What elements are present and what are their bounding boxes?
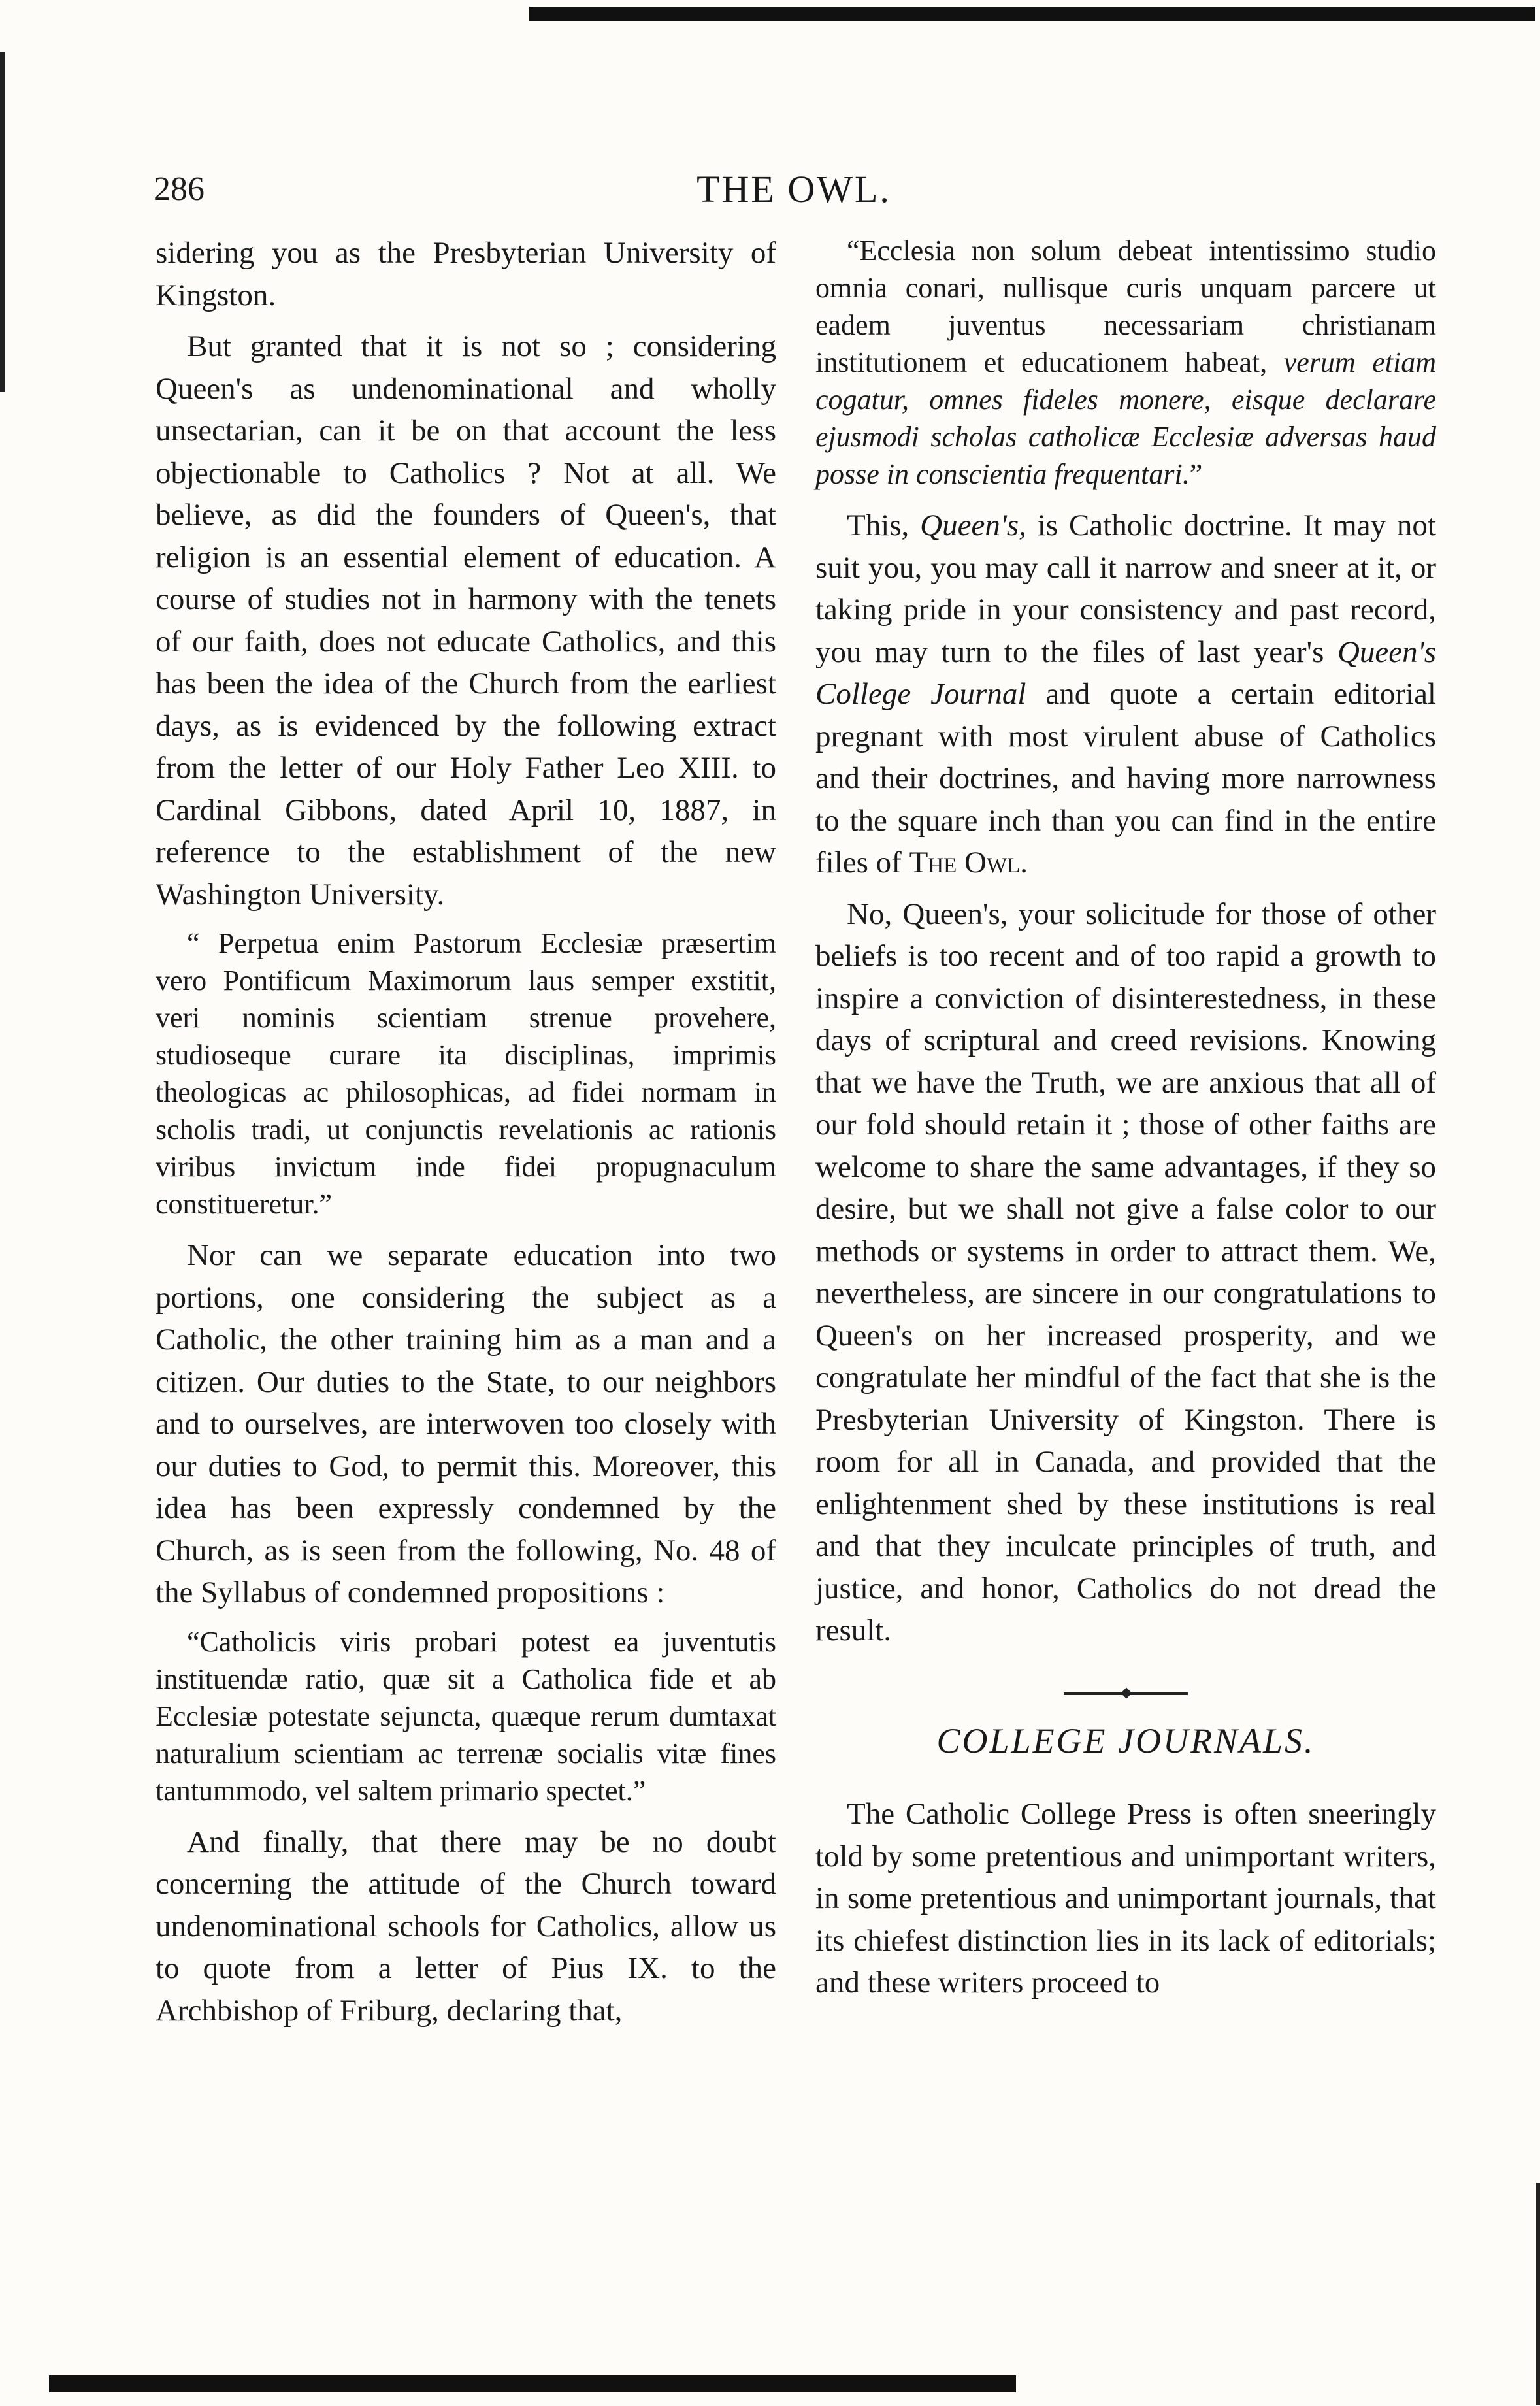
paragraph: No, Queen's, your solicitude for those of other beliefs is too recent and of too rapid a growth to inspire a conviction of disinterestedness, in these days of scriptural and creed revisions. Knowing that we have the Truth, we are anxious that all of our fold should retain it ; those of other faiths are welcome to share the same advantages, if they so desire, but we shall not give a false color to our methods or systems in order to attract them. We, nevertheless, are sincere in our congratulations to Queen's on her increased prosperity, and we congratulate her mindful of the fact that she is the Presbyterian University of Kingston. There is room for all in Canada, and provided that the enlightenment shed by these institutions is real and that they inculcate principles of truth, and justice, and honor, Catholics do not dread the result. <box>815 897 1436 1647</box>
paragraph: Nor can we separate education into two portions, one considering the subject as a Catholic, the other training him as a man and a citizen. Our duties to the State, to our neighbors and to ourselves, are interwoven too closely with our duties to God, to permit this. Moreover, this idea has been expressly condemned by the Church, as is seen from the following, No. 48 of the Syllabus of condemned propositions : <box>156 1238 776 1609</box>
latin-quotation: “ Perpetua enim Pastorum Ecclesiæ præsertim vero Pontificum Maximorum laus semper exstitit, veri nominis scientiam strenue provehere, studioseque curare ita disciplinas, imprimis theologicas ac philosophicas, ad fidei normam in scholis tradi, ut conjunctis revelationis ac rationis viribus invictum inde fidei propugnaculum constitueretur.” <box>156 927 776 1220</box>
top-border-rule <box>529 7 1535 21</box>
paragraph: The Catholic College Press is often sneeringly told by some pretentious and unimportant writers, in some pretentious and unimportant journals, that its chiefest distinction lies in its lack of editorials; and these writers proceed to <box>815 1797 1436 2000</box>
owl-title: The Owl. <box>909 846 1028 880</box>
latin-quotation <box>815 232 1436 493</box>
left-column <box>156 232 776 2032</box>
paragraph: But granted that it is not so ; considering Queen's as undenominational and wholly unsectarian, can it be on that account the less objectionable to Catholics ? Not at all. We believe, as did the founders of Queen's, that religion is an essential element of education. A course of studies not in harmony with the tenets of our faith, does not educate Catholics, and this has been the idea of the Church from the earliest days, as is evidenced by the following extract from the letter of our Holy Father Leo XIII. to Cardinal Gibbons, dated April 10, 1887, in reference to the establishment of the new Washington University. <box>156 329 776 912</box>
journal-title: Queen's College Journal <box>815 634 1436 711</box>
text-span: This, <box>847 508 909 542</box>
page-header <box>154 157 1434 216</box>
bottom-border-rule <box>49 2375 1016 2392</box>
italic-name: Queen's, <box>920 508 1026 542</box>
quote-close-mark: ” <box>1189 458 1203 490</box>
page-number: 286 <box>154 171 205 208</box>
quote-plain-text: “Ecclesia non solum debeat intentissimo studio omnia conari, nullisque curis unquam parcere ut eadem juventus necessariam christianam institutionem et educationem habeat, <box>815 235 1436 378</box>
paragraph: sidering you as the Presbyterian University of Kingston. <box>156 236 776 312</box>
running-title: THE OWL. <box>696 168 891 210</box>
right-edge-mark <box>1536 2183 1540 2405</box>
text-span: and quote a certain editorial pregnant with most virulent abuse of Catholics and their doctrines, and having more narrowness to the square inch than you can find in the entire files of <box>815 677 1436 880</box>
text-span: is Catholic doctrine. It may not suit you, you may call it narrow and sneer at it, or taking pride in your consistency and past record, you may turn to the files of last year's <box>815 508 1436 669</box>
section-title: COLLEGE JOURNALS. <box>936 1721 1315 1760</box>
left-edge-mark <box>0 52 5 392</box>
section-divider <box>1064 1692 1188 1695</box>
paragraph: And finally, that there may be no doubt concerning the attitude of the Church toward undenominational schools for Catholics, allow us to quote from a letter of Pius IX. to the Archbishop of Friburg, declaring that, <box>156 1824 776 2028</box>
latin-quotation: “Catholicis viris probari potest ea juventutis instituendæ ratio, quæ sit a Catholica fide et ab Ecclesiæ potestate sejuncta, quæque rerum dumtaxat naturalium scientiam ac terrenæ socialis vitæ fines tantummodo, vel saltem primario spectet.” <box>156 1625 776 1807</box>
paragraph <box>815 504 1436 884</box>
quote-italic-text: verum etiam cogatur, omnes fideles monere, eisque declarare ejusmodi scholas catholicæ Ecclesiæ adversas haud posse in conscientia frequentari. <box>815 346 1436 490</box>
right-column <box>815 232 1436 2004</box>
